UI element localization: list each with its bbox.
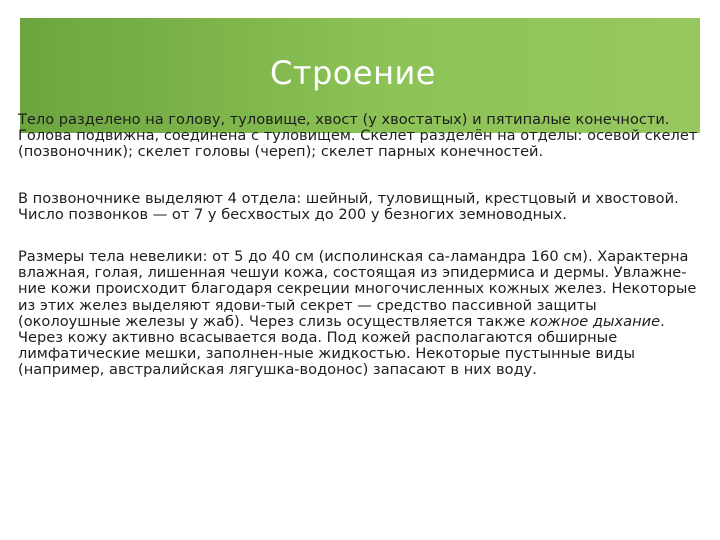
paragraph-skin-text-start: Размеры тела невелики: от 5 до 40 см (исполинская са-ламандра 160 см). Характерна влажная, голая, лишенная чешуи кожа, состоящая из эпидермиса и дермы. Увлажне-ние кожи происходит благодаря секреции многочисленных кожных желез. Некоторые из этих желез выделяют ядови-тый секрет — средство пассивной защиты (околоушные железы у жаб). Через слизь осуществляется также <box>18 248 697 330</box>
paragraph-skin-text-end: . Через кожу активно всасывается вода. Под кожей располагаются обширные лимфатические мешки, заполнен-ные жидкостью. Некоторые пустынные виды (например, австралийская лягушка-водонос) запасают в них воду. <box>18 312 665 379</box>
paragraph-spine: В позвоночнике выделяют 4 отдела: шейный, туловищный, крестцовый и хвостовой. Число позвонков — от 7 у бесхвостых до 200 у безногих земноводных. <box>18 189 679 223</box>
skin-breathing-term: кожное дыхание <box>529 312 661 330</box>
paragraph-body-structure: Тело разделено на голову, туловище, хвост (у хвостатых) и пятипалые конечности. Голова подвижна, соединена с туловищем. Скелет разделён на отделы: осевой скелет (позвоночник); скелет головы (череп); скелет парных конечностей. <box>18 111 698 161</box>
paragraph-skin <box>18 249 702 379</box>
slide-body <box>18 112 702 379</box>
slide-title: Строение <box>270 54 436 92</box>
